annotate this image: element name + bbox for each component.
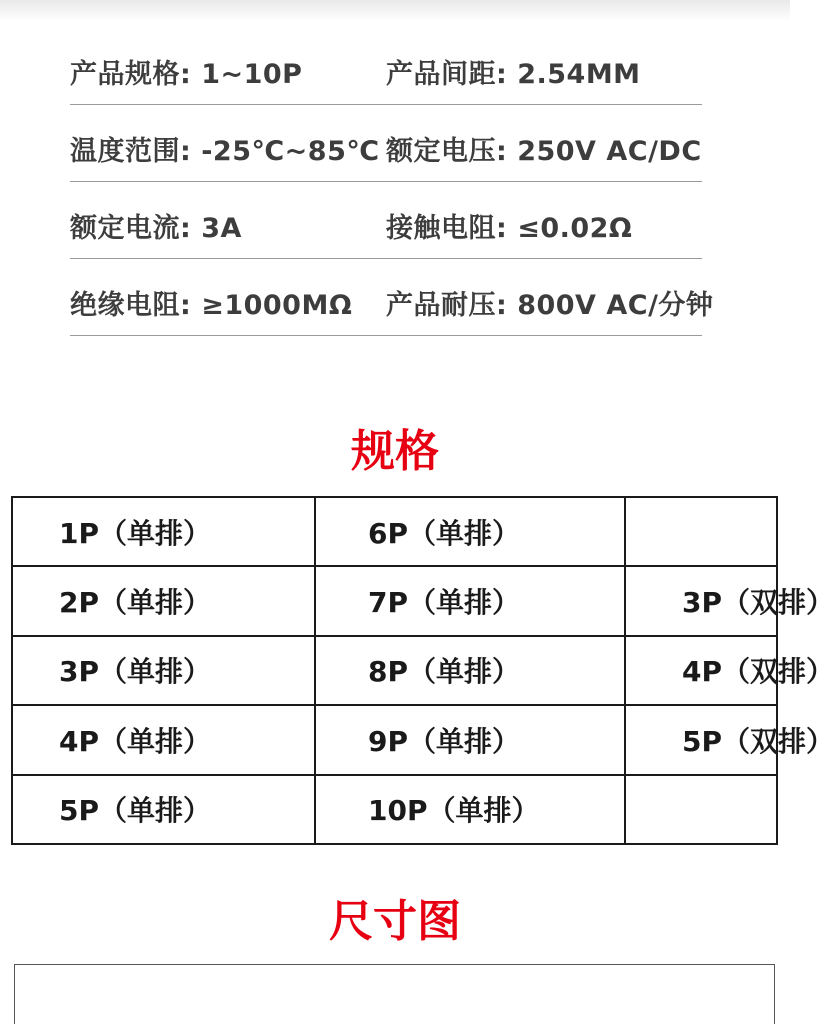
table-cell: 6P（单排） xyxy=(315,497,625,566)
top-shadow xyxy=(0,0,790,22)
spec-rated-current: 额定电流: 3A xyxy=(70,213,242,244)
table-cell: 3P（单排） xyxy=(12,636,315,705)
table-cell: 7P（单排） xyxy=(315,566,625,635)
spec-row xyxy=(70,182,702,259)
spec-row xyxy=(70,105,702,182)
table-cell: 1P（单排） xyxy=(12,497,315,566)
spec-contact-resistance: 接触电阻: ≤0.02Ω xyxy=(386,213,633,244)
table-cell: 5P（双排） xyxy=(625,705,777,774)
dimension-drawing-frame xyxy=(14,964,775,1024)
size-section-title: 规格 xyxy=(351,426,439,477)
table-row xyxy=(12,705,777,774)
spec-row xyxy=(70,259,714,336)
table-cell: 5P（单排） xyxy=(12,775,315,844)
table-cell: 8P（单排） xyxy=(315,636,625,705)
spec-rated-voltage: 额定电压: 250V AC/DC xyxy=(386,136,702,167)
spec-list xyxy=(70,28,714,336)
table-row xyxy=(12,566,777,635)
table-cell xyxy=(625,775,777,844)
table-cell: 4P（双排） xyxy=(625,636,777,705)
table-row xyxy=(12,636,777,705)
table-cell: 3P（双排） xyxy=(625,566,777,635)
table-row xyxy=(12,775,777,844)
table-cell: 4P（单排） xyxy=(12,705,315,774)
table-cell: 10P（单排） xyxy=(315,775,625,844)
spec-row xyxy=(70,28,702,105)
dimension-section-title: 尺寸图 xyxy=(329,896,461,947)
spec-withstand-voltage: 产品耐压: 800V AC/分钟 xyxy=(386,290,714,321)
spec-pitch: 产品间距: 2.54MM xyxy=(386,59,641,90)
table-row xyxy=(12,497,777,566)
table-cell: 9P（单排） xyxy=(315,705,625,774)
table-cell xyxy=(625,497,777,566)
spec-insulation-resistance: 绝缘电阻: ≥1000MΩ xyxy=(70,290,353,321)
table-cell: 2P（单排） xyxy=(12,566,315,635)
spec-product-size: 产品规格: 1~10P xyxy=(70,59,303,90)
size-table xyxy=(11,496,834,845)
spec-temperature: 温度范围: -25℃~85℃ xyxy=(70,136,380,167)
